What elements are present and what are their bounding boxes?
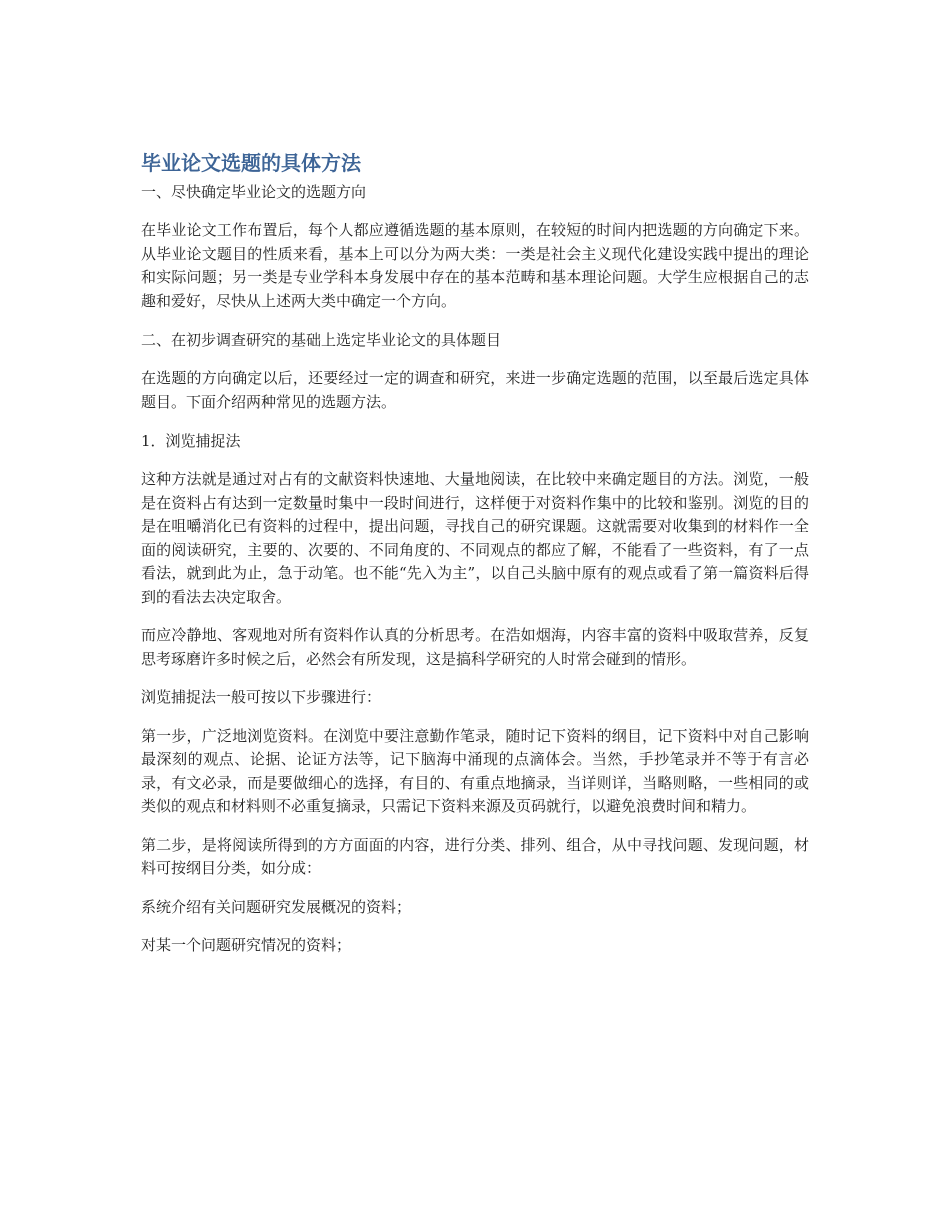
paragraph: 浏览捕捉法一般可按以下步骤进行： <box>141 688 382 706</box>
document-title: 毕业论文选题的具体方法 <box>141 151 361 175</box>
list-paragraph: 系统介绍有关问题研究发展概况的资料； <box>141 897 412 916</box>
paragraph: 在选题的方向确定以后，还要经过一定的调查和研究，来进一步确定选题的范围，以至最后选定具体题目。下面介绍两种常见的选题方法。 <box>141 369 809 411</box>
paragraph: 这种方法就是通过对占有的文献资料快速地、大量地阅读，在比较中来确定题目的方法。浏览，一般是在资料占有达到一定数量时集中一段时间进行，这样便于对资料作集中的比较和鉴别。浏览的目的是在咀嚼消化已有资料的过程中，提出问题，寻找自己的研究课题。这就需要对收集到的材料作一全面的阅读研究，主要的、次要的、不同角度的、不同观点的都应了解，不能看了一些资料，有了一点看法，就到此为止，急于动笔。也不能“先入为主”，以自己头脑中原有的观点或看了第一篇资料后得到的看法去决定取舍。 <box>141 470 809 606</box>
paragraph: 而应冷静地、客观地对所有资料作认真的分析思考。在浩如烟海，内容丰富的资料中吸取营养，反复思考琢磨许多时候之后，必然会有所发现，这是搞科学研究的人时常会碰到的情形。 <box>141 626 809 668</box>
paragraph: 在毕业论文工作布置后，每个人都应遵循选题的基本原则，在较短的时间内把选题的方向确定下来。从毕业论文题目的性质来看，基本上可以分为两大类：一类是社会主义现代化建设实践中提出的理论和实际问题；另一类是专业学科本身发展中存在的基本范畴和基本理论问题。大学生应根据自己的志趣和爱好，尽快从上述两大类中确定一个方向。 <box>141 221 809 310</box>
paragraph: 第二步，是将阅读所得到的方方面面的内容，进行分类、排列、组合，从中寻找问题、发现问题，材料可按纲目分类，如分成： <box>141 835 809 877</box>
section-heading-1: 一、尽快确定毕业论文的选题方向 <box>141 183 367 201</box>
subsection-heading-1: 1．浏览捕捉法 <box>141 432 241 450</box>
paragraph: 第一步，广泛地浏览资料。在浏览中要注意勤作笔录，随时记下资料的纲目，记下资料中对自己影响最深刻的观点、论据、论证方法等，记下脑海中涌现的点滴体会。当然，手抄笔录并不等于有言必录，有文必录，而是要做细心的选择，有目的、有重点地摘录，当详则详，当略则略，一些相同的或类似的观点和材料则不必重复摘录，只需记下资料来源及页码就行，以避免浪费时间和精力。 <box>141 726 809 815</box>
section-heading-2: 二、在初步调查研究的基础上选定毕业论文的具体题目 <box>141 331 502 349</box>
document-page <box>141 148 809 973</box>
list-paragraph: 对某一个问题研究情况的资料； <box>141 936 352 954</box>
